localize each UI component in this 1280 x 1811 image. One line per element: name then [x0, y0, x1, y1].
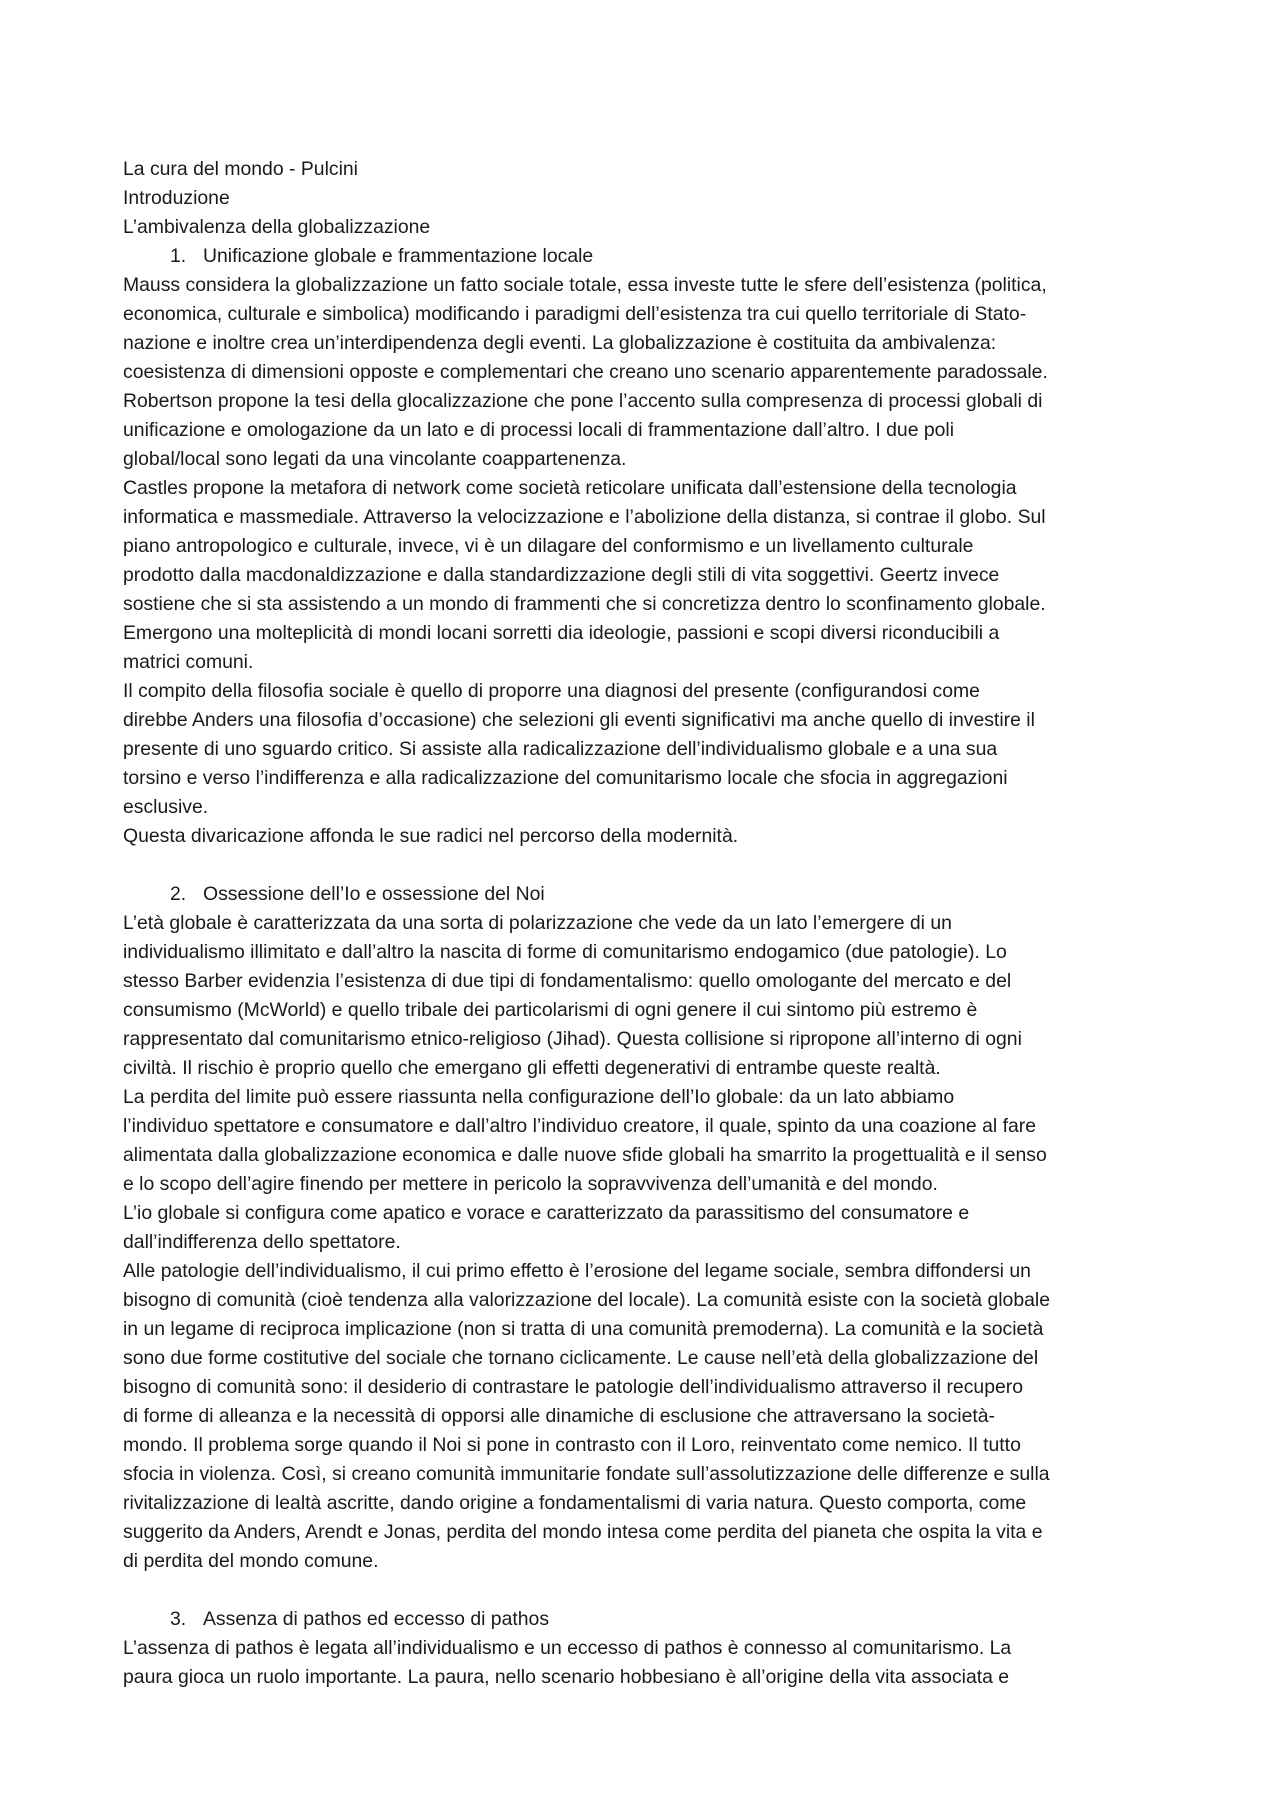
- text-line: e lo scopo dell’agire finendo per mettere in pericolo la sopravvivenza dell’umanità e del mondo.: [123, 1173, 938, 1195]
- text-line: unificazione e omologazione da un lato e di processi locali di frammentazione dall’altro. I due poli: [123, 419, 955, 441]
- text-line: mondo. Il problema sorge quando il Noi si pone in contrasto con il Loro, reinventato come nemico. Il tutto: [123, 1434, 1021, 1456]
- text-line: suggerito da Anders, Arendt e Jonas, perdita del mondo intesa come perdita del pianeta che ospita la vita e: [123, 1521, 1043, 1543]
- text-line: Alle patologie dell’individualismo, il cui primo effetto è l’erosione del legame sociale, sembra diffondersi un: [123, 1260, 1031, 1282]
- paragraph-spacer: [123, 851, 1170, 880]
- text-line: matrici comuni.: [123, 651, 254, 673]
- text-line: L’età globale è caratterizzata da una sorta di polarizzazione che vede da un lato l’emergere di un: [123, 912, 952, 934]
- text-line: Emergono una molteplicità di mondi locani sorretti dia ideologie, passioni e scopi diversi riconducibili a: [123, 622, 1000, 644]
- paragraph-spacer: [123, 1576, 1170, 1605]
- section-heading: [123, 1605, 1170, 1634]
- text-line: sono due forme costitutive del sociale che tornano ciclicamente. Le cause nell’età della globalizzazione del: [123, 1347, 1039, 1369]
- text-line: sfocia in violenza. Così, si creano comunità immunitarie fondate sull’assolutizzazione delle differenze e sulla: [123, 1463, 1050, 1485]
- text-line: Questa divaricazione affonda le sue radici nel percorso della modernità.: [123, 825, 739, 847]
- section-heading: [123, 880, 1170, 909]
- text-line: bisogno di comunità (cioè tendenza alla valorizzazione del locale). La comunità esiste con la società globale: [123, 1289, 1050, 1311]
- text-line: Il compito della filosofia sociale è quello di proporre una diagnosi del presente (configurandosi come: [123, 680, 980, 702]
- document-title: La cura del mondo - Pulcini: [123, 158, 358, 180]
- text-line: Castles propone la metafora di network come società reticolare unificata dall’estensione della tecnologia: [123, 477, 1017, 499]
- text-line: Mauss considera la globalizzazione un fatto sociale totale, essa investe tutte le sfere dell’esistenza (politica,: [123, 274, 1047, 296]
- text-line: alimentata dalla globalizzazione economica e dalle nuove sfide globali ha smarrito la progettualità e il senso: [123, 1144, 1047, 1166]
- text-line: bisogno di comunità sono: il desiderio di contrastare le patologie dell’individualismo attraverso il recupero: [123, 1376, 1024, 1398]
- text-line: informatica e massmediale. Attraverso la velocizzazione e l’abolizione della distanza, si contrae il globo. Sul: [123, 506, 1046, 528]
- text-line: piano antropologico e culturale, invece, vi è un dilagare del conformismo e un livellamento culturale: [123, 535, 974, 557]
- text-line: individualismo illimitato e dall’altro la nascita di forme di comunitarismo endogamico (due patologie). Lo: [123, 941, 1007, 963]
- section-body: [123, 271, 1170, 851]
- section-body: [123, 909, 1170, 1576]
- section-3: [123, 1605, 1170, 1692]
- text-line: dall’indifferenza dello spettatore.: [123, 1231, 401, 1253]
- text-line: l’individuo spettatore e consumatore e dall’altro l’individuo creatore, il quale, spinto da una coazione al fare: [123, 1115, 1036, 1137]
- text-line: sostiene che si sta assistendo a un mondo di frammenti che si concretizza dentro lo sconfinamento globale.: [123, 593, 1046, 615]
- text-line: paura gioca un ruolo importante. La paura, nello scenario hobbesiano è all’origine della vita associata e: [123, 1666, 1010, 1688]
- text-line: coesistenza di dimensioni opposte e complementari che creano uno scenario apparentemente paradossale.: [123, 361, 1048, 383]
- text-line: direbbe Anders una filosofia d’occasione) che selezioni gli eventi significativi ma anche quello di investire il: [123, 709, 1035, 731]
- text-line: presente di uno sguardo critico. Si assiste alla radicalizzazione dell’individualismo globale e a una sua: [123, 738, 998, 760]
- section-2: [123, 880, 1170, 1576]
- text-line: nazione e inoltre crea un’interdipendenza degli eventi. La globalizzazione è costituita da ambivalenza:: [123, 332, 997, 354]
- section-number: 3.: [170, 1608, 187, 1630]
- section-heading-text: Unificazione globale e frammentazione locale: [203, 245, 594, 267]
- text-line: prodotto dalla macdonaldizzazione e dalla standardizzazione degli stili di vita soggettivi. Geertz invece: [123, 564, 1000, 586]
- section-heading-text: Assenza di pathos ed eccesso di pathos: [203, 1608, 550, 1630]
- section-number: 2.: [170, 883, 187, 905]
- text-line: consumismo (McWorld) e quello tribale dei particolarismi di ogni genere il cui sintomo più estremo è: [123, 999, 978, 1021]
- section-heading: [123, 242, 1170, 271]
- text-line: rappresentato dal comunitarismo etnico-religioso (Jihad). Questa collisione si ripropone all’interno di ogni: [123, 1028, 1022, 1050]
- text-line: L’assenza di pathos è legata all’individualismo e un eccesso di pathos è connesso al comunitarismo. La: [123, 1637, 1012, 1659]
- section-1: [123, 242, 1170, 851]
- text-line: civiltà. Il rischio è proprio quello che emergano gli effetti degenerativi di entrambe queste realtà.: [123, 1057, 941, 1079]
- text-line: esclusive.: [123, 796, 209, 818]
- section-number: 1.: [170, 245, 187, 267]
- text-line: stesso Barber evidenzia l’esistenza di due tipi di fondamentalismo: quello omologante del mercato e del: [123, 970, 1012, 992]
- text-line: torsino e verso l’indifferenza e alla radicalizzazione del comunitarismo locale che sfocia in aggregazioni: [123, 767, 1008, 789]
- text-line: Robertson propone la tesi della glocalizzazione che pone l’accento sulla compresenza di processi globali di: [123, 390, 1043, 412]
- section-body: [123, 1634, 1170, 1692]
- text-line: di forme di alleanza e la necessità di opporsi alle dinamiche di esclusione che attraversano la società-: [123, 1405, 995, 1427]
- text-line: rivitalizzazione di lealtà ascritte, dando origine a fondamentalismi di varia natura. Questo comporta, come: [123, 1492, 1027, 1514]
- text-line: economica, culturale e simbolica) modificando i paradigmi dell’esistenza tra cui quello territoriale di Stato-: [123, 303, 1027, 325]
- text-line: L’io globale si configura come apatico e vorace e caratterizzato da parassitismo del consumatore e: [123, 1202, 970, 1224]
- text-line: in un legame di reciproca implicazione (non si tratta di una comunità premoderna). La comunità e la società: [123, 1318, 1044, 1340]
- section-label: Introduzione: [123, 187, 230, 209]
- text-line: La perdita del limite può essere riassunta nella configurazione dell’Io globale: da un lato abbiamo: [123, 1086, 955, 1108]
- text-line: global/local sono legati da una vincolante coappartenenza.: [123, 448, 627, 470]
- section-heading-text: Ossessione dell’Io e ossessione del Noi: [203, 883, 545, 905]
- chapter-title: L’ambivalenza della globalizzazione: [123, 216, 431, 238]
- text-line: di perdita del mondo comune.: [123, 1550, 379, 1572]
